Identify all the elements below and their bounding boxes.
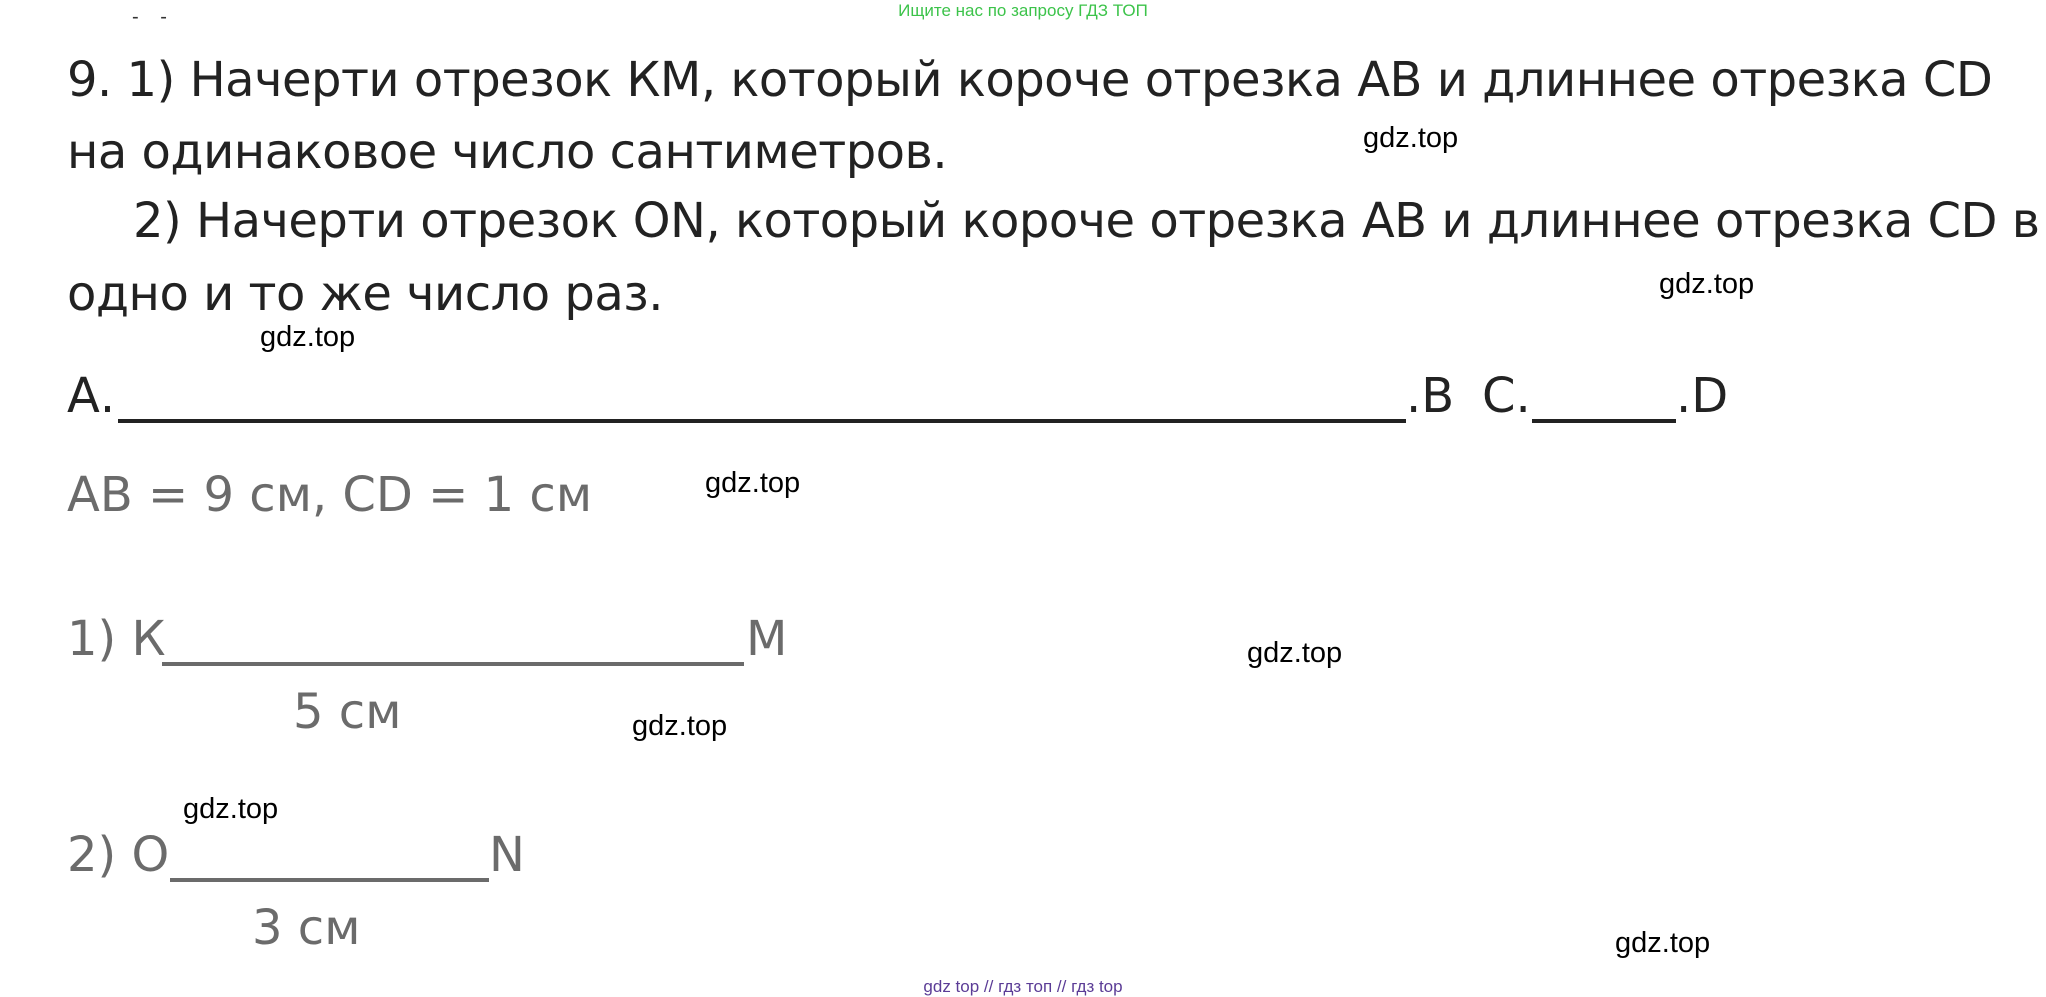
- point-n-label: N: [489, 827, 525, 883]
- task-line-1: 9. 1) Начерти отрезок КМ, который короче отрезка АВ и длиннее отрезка CD: [67, 52, 1993, 108]
- on-length-label: 3 см: [252, 900, 361, 956]
- footer-links: gdz top // гдз топ // гдз top: [923, 977, 1123, 996]
- task-line-2: на одинаковое число сантиметров.: [67, 124, 948, 180]
- segment-cd: [1532, 419, 1676, 423]
- on-prefix: 2) О: [67, 827, 170, 883]
- watermark: gdz.top: [1659, 268, 1755, 300]
- km-length-label: 5 см: [293, 684, 402, 740]
- segment-ab: [118, 419, 1406, 423]
- watermark: gdz.top: [183, 793, 279, 825]
- task-line-4: одно и то же число раз.: [67, 266, 664, 322]
- watermark: gdz.top: [705, 467, 801, 499]
- watermark: gdz.top: [632, 710, 728, 742]
- point-m-label: М: [746, 611, 788, 667]
- lengths-line: АВ = 9 см, CD = 1 см: [67, 467, 593, 523]
- watermark: gdz.top: [260, 321, 356, 353]
- segment-on: [170, 878, 489, 882]
- point-c-label: С.: [1482, 368, 1531, 424]
- segment-km: [162, 662, 744, 666]
- task-line-3: 2) Начерти отрезок ON, который короче отрезка АВ и длиннее отрезка CD в: [133, 193, 2040, 249]
- point-d-label: .D: [1676, 368, 1729, 424]
- point-b-label: .В: [1406, 368, 1455, 424]
- km-prefix: 1) К: [67, 611, 166, 667]
- watermark: gdz.top: [1615, 927, 1711, 959]
- search-banner: Ищите нас по запросу ГДЗ ТОП: [898, 1, 1148, 20]
- watermark: gdz.top: [1247, 637, 1343, 669]
- watermark: gdz.top: [1363, 122, 1459, 154]
- point-a-label: А.: [67, 368, 116, 424]
- top-dashes: - -: [132, 6, 175, 28]
